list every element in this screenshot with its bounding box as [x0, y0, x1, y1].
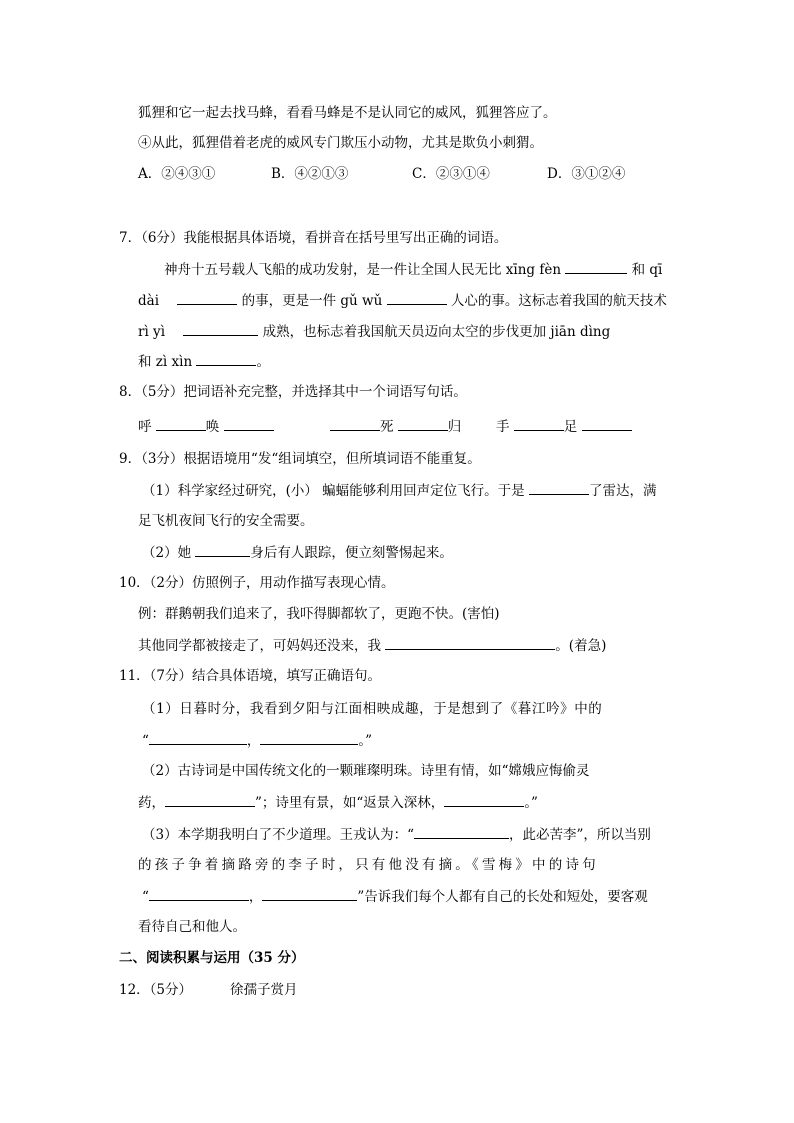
q11-blank-6[interactable] [149, 886, 249, 901]
q7-text: 和 qī [631, 262, 663, 278]
q6-text-line-2: ④从此，狐狸借着老虎的威风专门欺压小动物，尤其是欺负小刺猬。 [138, 135, 543, 151]
q11-blank-1[interactable] [149, 730, 247, 745]
q9-text: （1）科学家经过研究，(小） 蝙蝠能够利用回声定位飞行。于是 [142, 483, 525, 499]
q7-text: 的事，更是一件 gǔ wǔ [241, 293, 383, 309]
q7-blank-4[interactable] [183, 321, 258, 336]
q6-text-line-1: 狐狸和它一起去找马蜂，看看马蜂是不是认同它的威风，狐狸答应了。 [138, 105, 557, 121]
q7-text: dài [138, 293, 160, 309]
q6-option-d: D．③①②④ [547, 166, 626, 182]
q8-blank-2[interactable] [224, 416, 274, 431]
q8-blank-3[interactable] [330, 416, 380, 431]
q11-text: “ [142, 733, 149, 749]
q7-blank-1[interactable] [565, 259, 627, 274]
q8-blank-6[interactable] [582, 416, 632, 431]
q7-blank-5[interactable] [196, 351, 256, 366]
q10-blank[interactable] [385, 635, 555, 650]
q11-text: ”告诉我们每个人都有自己的长处和短处，要客观 [357, 889, 648, 905]
q9-blank-1[interactable] [529, 480, 589, 495]
q10-title: 10．（2分）仿照例子，用动作描写表现心情。 [119, 575, 395, 591]
q11-text: 药， [138, 795, 165, 811]
q9-sentence-2 [142, 542, 453, 563]
q8-word-3 [496, 416, 632, 437]
q12-number: 12．（5分） [119, 982, 193, 998]
q7-text: 神舟十五号载人飞船的成功发射，是一件让全国人民无比 xīng fèn [164, 262, 562, 278]
q12-title: 徐孺子赏月 [230, 982, 298, 998]
q11-text: 。” [358, 733, 373, 749]
q8-blank-5[interactable] [514, 416, 564, 431]
q10-task [138, 635, 606, 656]
q11-blank-3[interactable] [165, 792, 255, 807]
q11-s3-line-2: 的孩子争着摘路旁的李子时，只有他没有摘。《雪梅》中的诗句 [138, 857, 599, 873]
q9-title: 9．（3分）根据语境用“发“组词填空，但所填词语不能重复。 [119, 451, 481, 467]
q6-option-c: C．②③①④ [412, 166, 490, 182]
q11-s2-line-2 [138, 792, 538, 813]
q7-text: 和 zì xìn [138, 354, 193, 370]
q11-text: 。” [524, 795, 538, 811]
q6-option-a: A．②④③① [138, 166, 216, 182]
q7-blank-2[interactable] [177, 290, 237, 305]
q7-title: 7．（6分）我能根据具体语境，看拼音在括号里写出正确的词语。 [119, 230, 508, 246]
q9-text: （2）她 [142, 545, 192, 561]
q8-char: 唤 [205, 419, 220, 435]
q11-blank-4[interactable] [444, 792, 524, 807]
q8-char: 呼 [138, 419, 152, 435]
q11-text: ， [248, 889, 263, 905]
q8-title: 8．（5分）把词语补充完整，并选择其中一个词语写句话。 [119, 384, 467, 400]
q11-s3-line-3 [142, 886, 648, 907]
q11-blank-7[interactable] [262, 886, 357, 901]
q8-char: 死 [380, 419, 394, 435]
q7-line-1 [164, 259, 662, 280]
q9-text: 了雷达，满 [588, 483, 657, 499]
q11-s2-line-1: （2）古诗词是中国传统文化的一颗璀璨明珠。诗里有情，如“嫦娥应悔偷灵 [142, 763, 590, 779]
q9-sentence-1-cont: 足飞机夜间飞行的安全需要。 [138, 513, 314, 529]
q11-s1-line-2 [142, 730, 372, 751]
q7-text: 。 [256, 354, 270, 370]
q8-char: 归 [447, 419, 462, 435]
q8-word-2 [330, 416, 461, 437]
q8-char: 手 [496, 419, 510, 435]
q11-blank-2[interactable] [260, 730, 358, 745]
q10-text: 其他同学都被接走了，可妈妈还没来，我 [138, 638, 381, 654]
section-2-heading: 二、阅读积累与运用（35 分） [119, 950, 305, 966]
q11-s1-line-1: （1）日暮时分，我看到夕阳与江面相映成趣，于是想到了《暮江吟》中的 [142, 701, 603, 717]
q10-example: 例：群鹅朝我们追来了，我吓得脚都软了，更跑不快。(害怕) [138, 606, 500, 622]
q11-text: “ [142, 889, 149, 905]
q11-text: ”；诗里有景，如“返景入深林， [255, 795, 445, 811]
q11-text: ， [246, 733, 261, 749]
q8-word-1 [138, 416, 274, 437]
q11-title: 11．（7分）结合具体语境，填写正确语句。 [119, 668, 382, 684]
q7-blank-3[interactable] [387, 290, 447, 305]
q11-s3-line-4: 看待自己和他人。 [138, 919, 246, 935]
q9-text: 身后有人跟踪，便立刻警惕起来。 [250, 545, 453, 561]
q8-blank-4[interactable] [398, 416, 448, 431]
q9-sentence-1 [142, 480, 656, 501]
q7-line-2 [138, 290, 667, 311]
q11-blank-5[interactable] [414, 824, 509, 839]
q7-text: 成熟，也标志着我国航天员迈向太空的步伐更加 jiān dìng [262, 324, 611, 340]
q11-s3-line-1 [142, 824, 651, 845]
q7-text: 人心的事。这标志着我国的航天技术 [450, 293, 667, 309]
q10-text: 。(着急) [555, 638, 607, 654]
q9-blank-2[interactable] [195, 542, 250, 557]
q7-text: rì yì [138, 324, 166, 340]
q11-text: （3）本学期我明白了不少道理。王戎认为：“ [142, 827, 414, 843]
q7-line-4 [138, 351, 270, 372]
q8-blank-1[interactable] [156, 416, 206, 431]
q11-text: ，此必苦李”，所以当别 [509, 827, 651, 843]
q8-char: 足 [563, 419, 578, 435]
q6-option-b: B．④②①③ [271, 166, 349, 182]
q7-line-3 [138, 321, 610, 342]
